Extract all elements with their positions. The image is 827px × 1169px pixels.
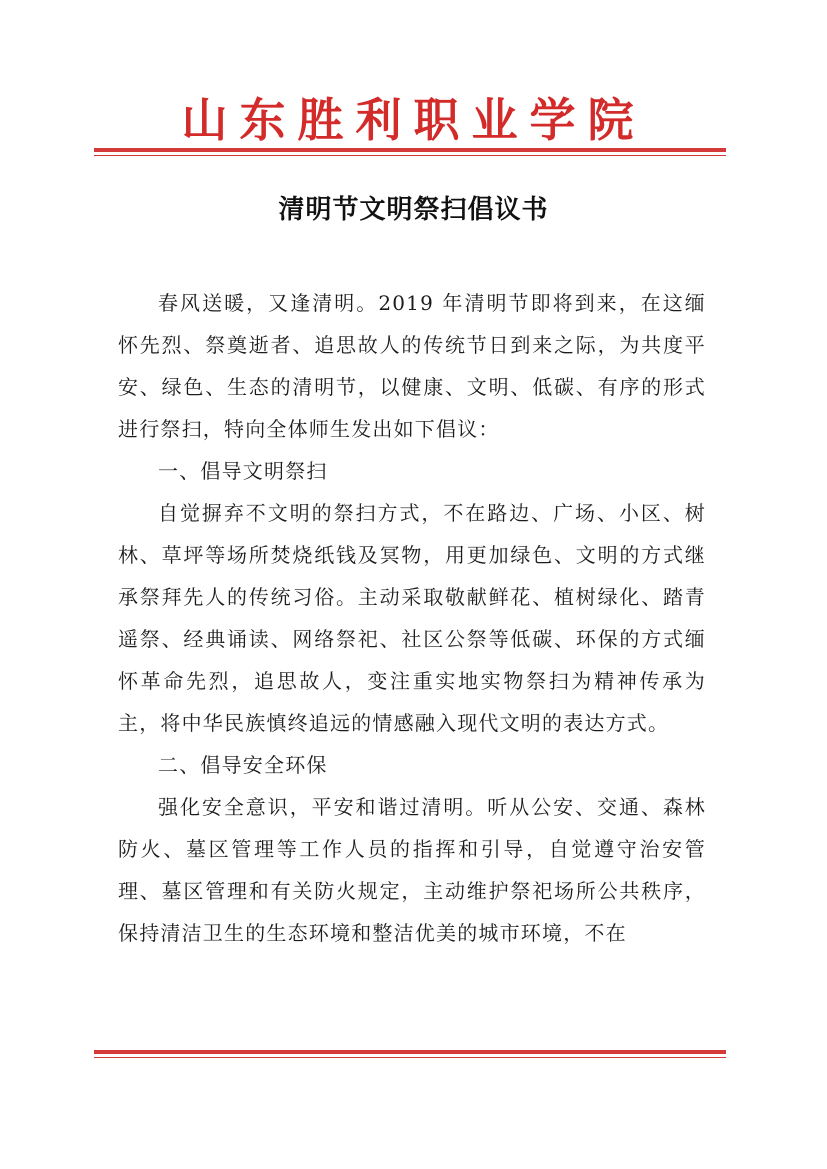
document-body: [118, 282, 706, 954]
section-heading-civilized-sweeping: 一、倡导文明祭扫: [158, 459, 328, 483]
document-title: 清明节文明祭扫倡议书: [278, 195, 549, 225]
safety-environment-paragraph: 强化安全意识，平安和谐过清明。听从公安、交通、森林防火、墓区管理等工作人员的指挥和引导，自觉遵守治安管理、墓区管理和有关防火规定，主动维护祭祀场所公共秩序，保持清洁卫生的生态环境和整洁优美的城市环境，不在: [118, 795, 706, 945]
letterhead-top-rule: [94, 148, 726, 156]
rule-thick-line: [94, 1050, 726, 1054]
civilized-sweeping-paragraph: 自觉摒弃不文明的祭扫方式，不在路边、广场、小区、树林、草坪等场所焚烧纸钱及冥物，用更加绿色、文明的方式继承祭拜先人的传统习俗。主动采取敬献鲜花、植树绿化、踏青遥祭、经典诵读、网络祭祀、社区公祭等低碳、环保的方式缅怀革命先烈，追思故人，变注重实地实物祭扫为精神传承为主，将中华民族慎终追远的情感融入现代文明的表达方式。: [118, 501, 706, 735]
footer-rule: [94, 1050, 726, 1058]
rule-thin-line: [94, 1057, 726, 1058]
letterhead-title: 山东胜利职业学院: [181, 93, 646, 147]
rule-thick-line: [94, 148, 726, 152]
intro-paragraph: 春风送暖，又逢清明。2019 年清明节即将到来，在这缅怀先烈、祭奠逝者、追思故人的传统节日到来之际，为共度平安、绿色、生态的清明节，以健康、文明、低碳、有序的形式进行祭扫，特向全体师生发出如下倡议：: [118, 291, 706, 441]
section-heading-safety-environment: 二、倡导安全环保: [158, 753, 328, 777]
rule-thin-line: [94, 155, 726, 156]
